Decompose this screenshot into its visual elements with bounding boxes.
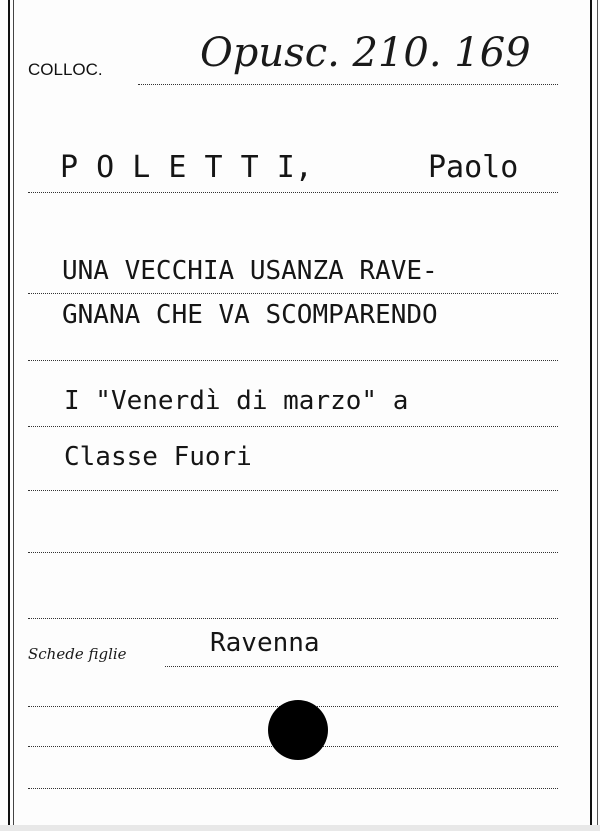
dotted-line: [28, 788, 558, 789]
schede-figlie-label: Schede figlie: [28, 645, 127, 663]
punch-hole: [268, 700, 328, 760]
card-left-border: [8, 0, 10, 831]
title-line-1: UNA VECCHIA USANZA RAVE-: [62, 256, 438, 286]
dotted-line: [28, 293, 558, 294]
dotted-line: [28, 490, 558, 491]
card-right-outer-border: [597, 0, 598, 831]
subtitle-line-2: Classe Fuori: [64, 442, 252, 472]
dotted-line: [28, 552, 558, 553]
author-name: Paolo: [428, 150, 519, 185]
colloc-label: COLLOC.: [28, 60, 103, 79]
card-left-inner-border: [13, 0, 14, 831]
author-surname: P O L E T T I,: [60, 150, 313, 185]
card-bottom-edge: [0, 825, 600, 831]
dotted-line: [138, 84, 558, 85]
dotted-line: [28, 360, 558, 361]
title-line-2: GNANA CHE VA SCOMPARENDO: [62, 300, 438, 330]
dotted-line: [28, 618, 558, 619]
shelfmark: Opusc. 210. 169: [200, 30, 531, 76]
card-right-border: [590, 0, 592, 831]
dotted-line: [28, 426, 558, 427]
dotted-line: [165, 666, 558, 667]
dotted-line: [28, 192, 558, 193]
schede-figlie-value: Ravenna: [210, 628, 320, 658]
subtitle-line-1: I "Venerdì di marzo" a: [64, 386, 409, 416]
